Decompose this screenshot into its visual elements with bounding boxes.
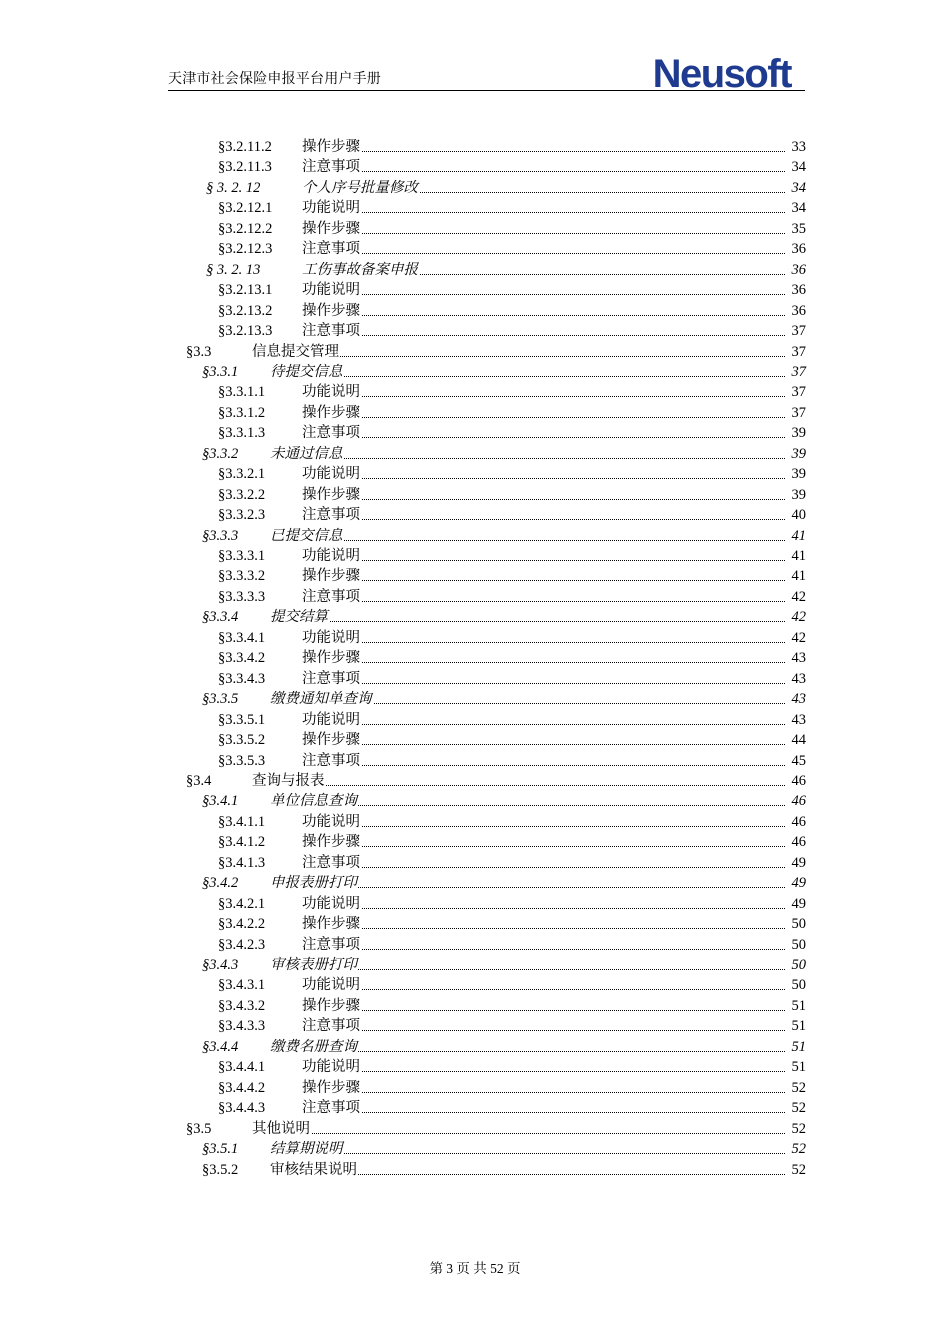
toc-entry[interactable] <box>0 1016 806 1036</box>
toc-entry-page: 46 <box>786 791 806 811</box>
toc-entry-number: §3.3.1.2 <box>218 404 266 421</box>
toc-entry-page: 36 <box>786 280 806 300</box>
toc-entry-title: 功能说明 <box>302 548 360 564</box>
toc-entry-title: 注意事项 <box>302 752 360 769</box>
toc-entry-number: §3.3.1.3 <box>218 425 266 442</box>
page-header <box>168 52 805 96</box>
toc-entry-page: 50 <box>786 935 806 955</box>
toc-entry-number: §3.4.3.3 <box>218 1018 266 1035</box>
toc-entry[interactable] <box>0 239 806 259</box>
toc-dot-leader <box>302 315 787 316</box>
toc-entry[interactable] <box>0 812 806 832</box>
toc-entry-title: 缴费通知单查询 <box>270 691 372 708</box>
toc-entry-title: 注意事项 <box>302 507 360 524</box>
toc-dot-leader <box>302 1010 787 1011</box>
toc-entry-title: 注意事项 <box>302 241 360 258</box>
toc-entry-number: §3.4.1.3 <box>218 854 266 871</box>
toc-entry-number: §3.3.5.1 <box>218 711 266 728</box>
toc-entry-page: 41 <box>786 546 806 566</box>
toc-entry-page: 52 <box>786 1098 806 1118</box>
toc-dot-leader <box>302 1112 787 1113</box>
toc-entry-page: 49 <box>786 894 806 914</box>
toc-entry-page: 37 <box>786 321 806 341</box>
document-title: 天津市社会保险申报平台用户手册 <box>168 71 381 87</box>
toc-entry[interactable] <box>0 791 806 811</box>
toc-entry-page: 36 <box>786 301 806 321</box>
toc-dot-leader <box>302 662 787 663</box>
toc-entry[interactable] <box>0 301 806 321</box>
toc-entry-title: 操作步骤 <box>302 404 360 421</box>
toc-entry-page: 37 <box>786 342 806 362</box>
toc-entry-number: §3.3 <box>186 343 212 360</box>
toc-entry-title: 操作步骤 <box>302 220 360 237</box>
toc-entry-title: 结算期说明 <box>270 1141 343 1158</box>
toc-entry[interactable] <box>0 423 806 443</box>
toc-entry[interactable] <box>0 873 806 893</box>
toc-entry-number: §3.4.2 <box>202 875 239 892</box>
toc-dot-leader <box>302 417 787 418</box>
toc-entry-page: 52 <box>786 1160 806 1180</box>
toc-entry[interactable] <box>0 1119 806 1139</box>
toc-dot-leader <box>302 171 787 172</box>
toc-entry-number: §3.2.11.3 <box>218 159 272 176</box>
toc-entry-page: 51 <box>786 1037 806 1057</box>
toc-entry-title: 注意事项 <box>302 1018 360 1035</box>
toc-entry[interactable] <box>0 342 806 362</box>
toc-entry-title: 注意事项 <box>302 588 360 605</box>
toc-entry-number: §3.4.4.1 <box>218 1059 266 1076</box>
toc-entry-title: 单位信息查询 <box>270 793 357 810</box>
toc-entry-title: 操作步骤 <box>302 650 360 667</box>
toc-entry-title: 工伤事故备案申报 <box>302 261 418 278</box>
toc-entry[interactable] <box>0 546 806 566</box>
toc-entry-title: 注意事项 <box>302 936 360 953</box>
toc-entry[interactable] <box>0 1098 806 1118</box>
toc-entry[interactable] <box>0 566 806 586</box>
toc-entry-page: 35 <box>786 219 806 239</box>
toc-entry[interactable] <box>0 444 806 464</box>
toc-entry-number: §3.3.1 <box>202 363 239 380</box>
toc-entry[interactable] <box>0 1139 806 1159</box>
toc-entry[interactable] <box>0 526 806 546</box>
toc-entry-title: 操作步骤 <box>302 302 360 319</box>
toc-entry-title: 注意事项 <box>302 670 360 687</box>
toc-entry-page: 43 <box>786 669 806 689</box>
toc-entry-page: 50 <box>786 914 806 934</box>
toc-dot-leader <box>270 376 787 377</box>
toc-dot-leader <box>302 437 787 438</box>
toc-entry-page: 45 <box>786 751 806 771</box>
toc-entry-title: 审核结果说明 <box>270 1161 357 1178</box>
toc-dot-leader <box>302 151 787 152</box>
toc-dot-leader <box>252 1133 787 1134</box>
toc-entry-page: 51 <box>786 1016 806 1036</box>
toc-entry-number: §3.3.1.1 <box>218 384 266 401</box>
toc-entry-number: §3.2.12.3 <box>218 241 273 258</box>
toc-entry-number: §3.4.3 <box>202 957 239 973</box>
toc-dot-leader <box>302 396 787 397</box>
toc-entry[interactable] <box>0 730 806 750</box>
toc-entry-number: §3.3.4.2 <box>218 650 266 667</box>
toc-entry-page: 50 <box>786 975 806 995</box>
toc-entry-page: 33 <box>786 137 806 157</box>
toc-entry-title: 注意事项 <box>302 1100 360 1117</box>
page-footer: 第 3 页 共 52 页 <box>429 1261 521 1276</box>
toc-entry-page: 42 <box>786 587 806 607</box>
toc-entry[interactable] <box>0 321 806 341</box>
toc-dot-leader <box>302 253 787 254</box>
toc-dot-leader <box>302 1071 787 1072</box>
toc-dot-leader <box>252 785 787 786</box>
toc-entry-number: §3.3.5 <box>202 691 239 708</box>
toc-entry-number: §3.2.11.2 <box>218 139 272 155</box>
toc-dot-leader <box>302 683 787 684</box>
toc-entry-title: 操作步骤 <box>302 834 360 851</box>
toc-entry[interactable] <box>0 648 806 668</box>
toc-entry-number: §3.3.3.1 <box>218 548 266 564</box>
toc-dot-leader <box>302 642 787 643</box>
toc-entry-title: 缴费名册查询 <box>270 1038 357 1055</box>
toc-entry[interactable] <box>0 178 806 198</box>
toc-entry-page: 46 <box>786 771 806 791</box>
toc-entry[interactable] <box>0 505 806 525</box>
toc-entry-page: 42 <box>786 628 806 648</box>
toc-entry-title: 操作步骤 <box>302 997 360 1014</box>
toc-entry-title: 操作步骤 <box>302 139 360 155</box>
toc-entry-page: 52 <box>786 1119 806 1139</box>
toc-entry[interactable] <box>0 1037 806 1057</box>
toc-entry-number: §3.3.3.2 <box>218 568 266 585</box>
toc-entry-title: 查询与报表 <box>252 772 325 789</box>
toc-entry[interactable] <box>0 198 806 218</box>
toc-dot-leader <box>302 478 787 479</box>
toc-entry-number: §3.4.1.1 <box>218 813 266 830</box>
toc-entry-page: 36 <box>786 239 806 259</box>
toc-entry-page: 40 <box>786 505 806 525</box>
toc-entry[interactable] <box>0 853 806 873</box>
toc-dot-leader <box>270 1153 787 1154</box>
toc-entry-number: §3.3.4.1 <box>218 629 266 646</box>
toc-entry-number: § 3. 2. 12 <box>206 179 261 196</box>
toc-dot-leader <box>302 335 787 336</box>
toc-dot-leader <box>302 580 787 581</box>
toc-entry-page: 34 <box>786 198 806 218</box>
toc-entry-title: 提交结算 <box>270 609 328 626</box>
toc-entry-number: §3.3.2.1 <box>218 466 266 483</box>
toc-entry-number: §3.4.1 <box>202 793 239 810</box>
toc-entry[interactable] <box>0 689 806 709</box>
toc-entry-title: 功能说明 <box>302 629 360 646</box>
toc-entry[interactable] <box>0 260 806 280</box>
toc-dot-leader <box>270 621 787 622</box>
toc-entry-title: 操作步骤 <box>302 486 360 503</box>
toc-entry-page: 41 <box>786 566 806 586</box>
toc-entry-number: §3.3.4.3 <box>218 670 266 687</box>
toc-entry[interactable] <box>0 362 806 382</box>
toc-entry-title: 功能说明 <box>302 977 360 994</box>
toc-entry-title: 其他说明 <box>252 1120 310 1137</box>
toc-entry-page: 42 <box>786 607 806 627</box>
toc-entry-page: 41 <box>786 526 806 546</box>
toc-entry-number: §3.2.12.2 <box>218 220 273 237</box>
toc-entry-page: 43 <box>786 648 806 668</box>
toc-entry[interactable] <box>0 587 806 607</box>
toc-dot-leader <box>302 519 787 520</box>
toc-entry-title: 功能说明 <box>302 282 360 299</box>
toc-dot-leader <box>302 1030 787 1031</box>
toc-entry[interactable] <box>0 1057 806 1077</box>
toc-entry-title: 信息提交管理 <box>252 343 339 360</box>
toc-entry-number: §3.4.3.1 <box>218 977 266 994</box>
toc-entry[interactable] <box>0 669 806 689</box>
toc-entry-title: 操作步骤 <box>302 1079 360 1096</box>
toc-entry-title: 功能说明 <box>302 813 360 830</box>
toc-entry[interactable] <box>0 996 806 1016</box>
toc-entry-title: 功能说明 <box>302 711 360 728</box>
toc-entry-title: 注意事项 <box>302 854 360 871</box>
toc-dot-leader <box>302 744 787 745</box>
toc-entry[interactable] <box>0 628 806 648</box>
toc-dot-leader <box>302 233 787 234</box>
toc-entry-title: 操作步骤 <box>302 916 360 933</box>
toc-dot-leader <box>270 540 787 541</box>
toc-dot-leader <box>302 1092 787 1093</box>
toc-dot-leader <box>302 499 787 500</box>
toc-dot-leader <box>302 724 787 725</box>
toc-entry-page: 50 <box>786 955 806 975</box>
toc-entry-number: §3.4.4.2 <box>218 1079 266 1096</box>
toc-entry-number: §3.3.3 <box>202 527 239 544</box>
toc-dot-leader <box>302 846 787 847</box>
toc-entry-page: 51 <box>786 996 806 1016</box>
toc-entry-page: 46 <box>786 812 806 832</box>
toc-dot-leader <box>302 765 787 766</box>
toc-dot-leader <box>302 826 787 827</box>
toc-dot-leader <box>270 458 787 459</box>
toc-entry-number: §3.2.13.2 <box>218 302 273 319</box>
toc-entry-page: 39 <box>786 444 806 464</box>
toc-entry-page: 52 <box>786 1078 806 1098</box>
toc-entry-number: §3.3.5.3 <box>218 752 266 769</box>
toc-entry-page: 36 <box>786 260 806 280</box>
toc-entry[interactable] <box>0 157 806 177</box>
toc-entry-number: §3.4.2.1 <box>218 895 266 912</box>
toc-entry-title: 功能说明 <box>302 1059 360 1076</box>
toc-entry-page: 34 <box>786 178 806 198</box>
toc-entry-title: 审核表册打印 <box>270 957 357 973</box>
toc-entry-title: 操作步骤 <box>302 732 360 749</box>
toc-entry-page: 37 <box>786 362 806 382</box>
toc-entry[interactable] <box>0 914 806 934</box>
toc-entry-page: 46 <box>786 832 806 852</box>
toc-entry[interactable] <box>0 382 806 402</box>
toc-entry-page: 37 <box>786 382 806 402</box>
toc-entry-number: §3.5.2 <box>202 1161 239 1178</box>
toc-entry-page: 39 <box>786 464 806 484</box>
toc-entry[interactable] <box>0 464 806 484</box>
neusoft-logo: Neusoft <box>652 52 791 96</box>
toc-entry-title: 操作步骤 <box>302 568 360 585</box>
toc-entry-page: 49 <box>786 873 806 893</box>
toc-entry[interactable] <box>0 137 806 157</box>
toc-entry-number: §3.2.12.1 <box>218 200 273 217</box>
toc-dot-leader <box>302 560 787 561</box>
toc-entry-page: 37 <box>786 403 806 423</box>
toc-entry-page: 52 <box>786 1139 806 1159</box>
toc-entry-number: §3.4.2.2 <box>218 916 266 933</box>
toc-entry-title: 功能说明 <box>302 384 360 401</box>
toc-dot-leader <box>302 601 787 602</box>
toc-entry[interactable] <box>0 771 806 791</box>
toc-entry[interactable] <box>0 894 806 914</box>
toc-entry-title: 功能说明 <box>302 200 360 217</box>
toc-dot-leader <box>302 212 787 213</box>
toc-entry-number: §3.2.13.3 <box>218 323 273 340</box>
toc-entry-number: §3.4.1.2 <box>218 834 266 851</box>
toc-entry-title: 功能说明 <box>302 895 360 912</box>
toc-entry-page: 39 <box>786 485 806 505</box>
toc-entry[interactable] <box>0 607 806 627</box>
toc-entry[interactable] <box>0 1078 806 1098</box>
toc-entry[interactable] <box>0 219 806 239</box>
toc-entry-number: §3.3.2 <box>202 445 239 462</box>
toc-dot-leader <box>302 294 787 295</box>
toc-entry-number: §3.4.2.3 <box>218 936 266 953</box>
toc-dot-leader <box>302 908 787 909</box>
toc-entry-page: 43 <box>786 689 806 709</box>
toc-entry-number: §3.5 <box>186 1120 212 1137</box>
toc-entry-page: 39 <box>786 423 806 443</box>
toc-entry-number: §3.4.3.2 <box>218 997 266 1014</box>
toc-entry-page: 34 <box>786 157 806 177</box>
toc-entry-title: 申报表册打印 <box>270 875 357 892</box>
toc-entry-page: 51 <box>786 1057 806 1077</box>
toc-entry-title: 个人序号批量修改 <box>302 179 418 196</box>
toc-dot-leader <box>302 928 787 929</box>
toc-entry-title: 已提交信息 <box>270 527 343 544</box>
toc-entry[interactable] <box>0 975 806 995</box>
toc-entry[interactable] <box>0 485 806 505</box>
toc-entry-number: §3.4.4.3 <box>218 1100 266 1117</box>
toc-entry-page: 44 <box>786 730 806 750</box>
toc-entry[interactable] <box>0 1160 806 1180</box>
toc-dot-leader <box>302 867 787 868</box>
toc-entry-title: 注意事项 <box>302 323 360 340</box>
toc-entry-number: §3.3.2.3 <box>218 507 266 524</box>
toc-entry-number: §3.4.4 <box>202 1038 239 1055</box>
toc-entry-number: §3.2.13.1 <box>218 282 273 299</box>
toc-entry-number: § 3. 2. 13 <box>206 261 261 278</box>
toc-entry-number: §3.3.4 <box>202 609 239 626</box>
toc-dot-leader <box>302 989 787 990</box>
toc-entry[interactable] <box>0 832 806 852</box>
toc-dot-leader <box>302 949 787 950</box>
toc-entry-page: 49 <box>786 853 806 873</box>
toc-entry-page: 43 <box>786 710 806 730</box>
toc-entry[interactable] <box>0 955 806 975</box>
toc-entry-title: 注意事项 <box>302 159 360 176</box>
toc-entry[interactable] <box>0 710 806 730</box>
toc-entry-title: 注意事项 <box>302 425 360 442</box>
toc-entry[interactable] <box>0 935 806 955</box>
toc-entry[interactable] <box>0 280 806 300</box>
toc-entry-number: §3.3.2.2 <box>218 486 266 503</box>
toc-entry-number: §3.3.3.3 <box>218 588 266 605</box>
toc-entry-title: 未通过信息 <box>270 445 343 462</box>
toc-entry-number: §3.3.5.2 <box>218 732 266 749</box>
toc-entry-number: §3.4 <box>186 772 212 789</box>
toc-entry-title: 待提交信息 <box>270 363 343 380</box>
toc-entry[interactable] <box>0 751 806 771</box>
toc-entry[interactable] <box>0 403 806 423</box>
toc-entry-number: §3.5.1 <box>202 1141 239 1158</box>
toc-entry-title: 功能说明 <box>302 466 360 483</box>
